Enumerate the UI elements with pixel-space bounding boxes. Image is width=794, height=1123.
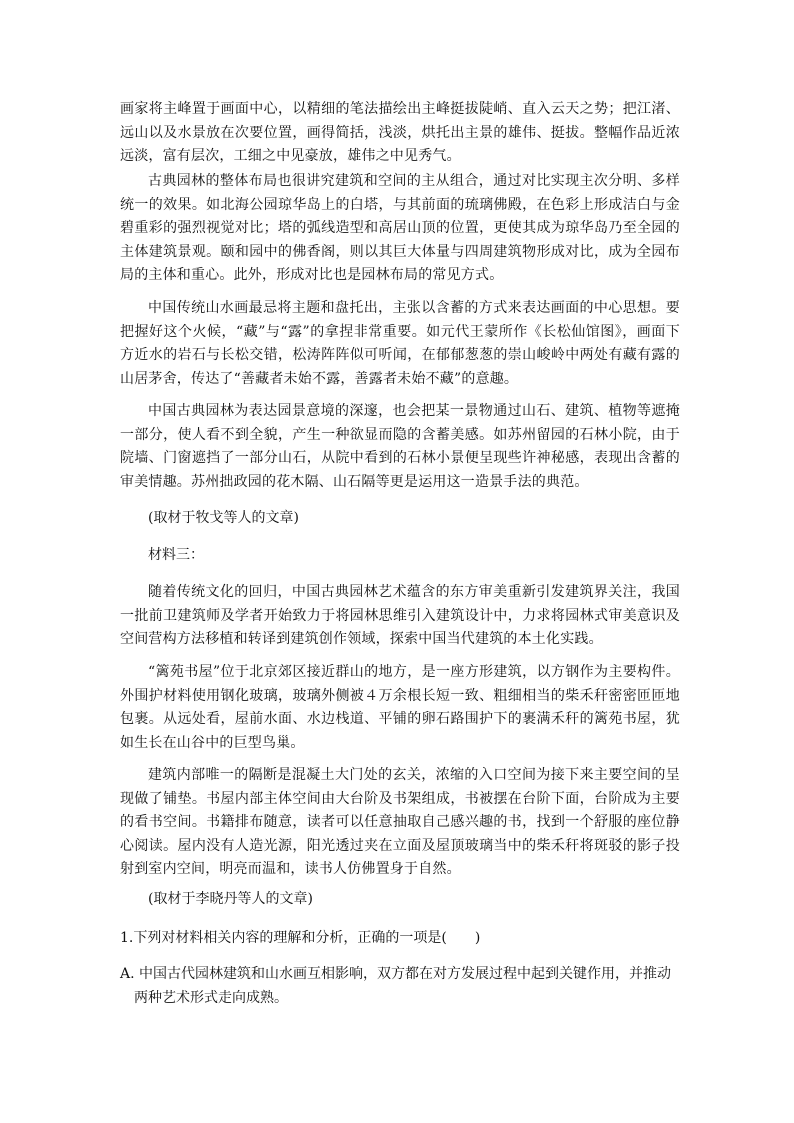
paragraph-library-interior: 建筑内部唯一的隔断是混凝土大门处的玄关，浓缩的入口空间为接下来主要空间的呈现做了铺垫。书屋内部主体空间由大台阶及书架组成，书被摆在台阶下面，台阶成为主要的看书空间。书籍排布随意，读者可以任意抽取自己感兴趣的书，找到一个舒服的座位静心阅读。屋内没有人造光源，阳光透过夹在立面及屋顶玻璃当中的柴禾秆将斑驳的影子投射到室内空间，明亮而温和，读书人仿佛置身于自然。 xyxy=(120,767,680,877)
source-citation-1: (取材于牧戈等人的文章) xyxy=(148,510,299,526)
option-a-line-1: A. 中国古代园林建筑和山水画互相影响，双方都在对方发展过程中起到关键作用，并推动 xyxy=(120,966,672,982)
paragraph-liyuan-library: “篱苑书屋”位于北京郊区接近群山的地方，是一座方形建筑，以方钢作为主要构件。外围护材料使用钢化玻璃，玻璃外侧被４万余根长短一致、粗细相当的柴禾秆密密匝匝地包裹。从远处看，屋前水面、水边栈道、平铺的卵石路围护下的裹满禾秆的篱苑书屋，犹如生长在山谷中的巨型鸟巢。 xyxy=(120,664,680,751)
material-three-heading: 材料三： xyxy=(148,547,204,563)
paragraph-modern-architecture: 随着传统文化的回归，中国古典园林艺术蕴含的东方审美重新引发建筑界关注，我国一批前卫建筑师及学者开始致力于将园林思维引入建筑设计中，力求将园林式审美意识及空间营构方法移植和转译到建筑创作领域，探索中国当代建筑的本土化实践。 xyxy=(120,584,680,647)
question-stem: 1.下列对材料相关内容的理解和分析，正确的一项是( ) xyxy=(120,930,481,946)
paragraph-landscape-painting: 中国传统山水画最忌将主题和盘托出，主张以含蓄的方式来表达画面的中心思想。要把握好这个火候，“藏”与“露”的拿捏非常重要。如元代王蒙所作《长松仙馆图》，画面下方近水的岩石与长松交错，松涛阵阵似可听闻，在郁郁葱葱的崇山峻岭中两处有藏有露的山居茅舍，传达了“善藏者未始不露，善露者未始不藏”的意趣。 xyxy=(120,300,680,387)
source-citation-2: (取材于李晓丹等人的文章) xyxy=(148,891,313,907)
paragraph-painting-main-peak: 画家将主峰置于画面中心，以精细的笔法描绘出主峰挺拔陡峭、直入云天之势；把江渚、远山以及水景放在次要位置，画得简括，浅淡，烘托出主景的雄伟、挺拔。整幅作品近浓远淡，富有层次，工细之中见豪放，雄伟之中见秀气。 xyxy=(120,101,680,164)
option-a-line-2: 两种艺术形式走向成熟。 xyxy=(134,989,288,1006)
paragraph-garden-layout: 古典园林的整体布局也很讲究建筑和空间的主从组合，通过对比实现主次分明、多样统一的效果。如北海公园琼华岛上的白塔，与其前面的琉璃佛殿，在色彩上形成洁白与金碧重彩的强烈视觉对比；塔的弧线造型和高居山顶的位置，更使其成为琼华岛乃至全园的主体建筑景观。颐和园中的佛香阁，则以其巨大体量与四周建筑物形成对比，成为全园布局的主体和重心。此外，形成对比也是园林布局的常见方式。 xyxy=(120,173,680,283)
question-option-a xyxy=(120,963,680,1010)
paragraph-garden-concealment: 中国古典园林为表达园景意境的深邃，也会把某一景物通过山石、建筑、植物等遮掩一部分，使人看不到全貌，产生一种欲显而隐的含蓄美感。如苏州留园的石林小院，由于院墙、门窗遮挡了一部分山石，从院中看到的石林小景便呈现些许神秘感，表现出含蓄的审美情趣。苏州拙政园的花木隔、山石隔等更是运用这一造景手法的典范。 xyxy=(120,403,680,490)
